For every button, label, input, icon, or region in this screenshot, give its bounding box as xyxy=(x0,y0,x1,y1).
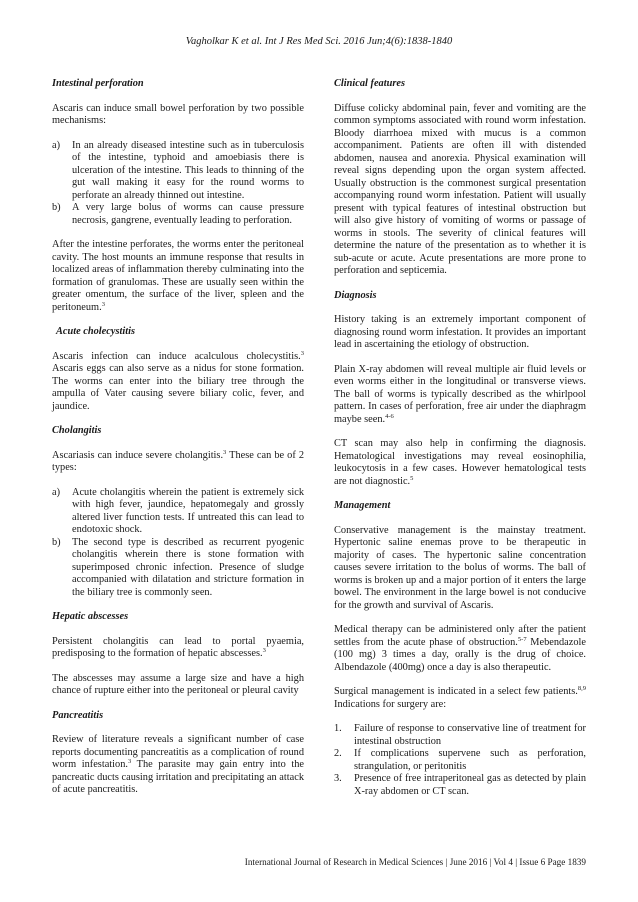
paragraph-text: Plain X-ray abdomen will reveal multiple air fluid levels or even worms either in the longitudinal or transverse views. The ball of worms is typically described as the whirlpool pattern. In cases of perforation, free air under the diaphragm maybe seen. xyxy=(334,363,586,425)
cholangitis-paragraph xyxy=(52,450,304,475)
paragraph-text: Review of literature reveals a significant number of case reports documenting pancreatitis as a complication of round worm infestation. xyxy=(52,734,304,770)
citation-ref: 3 xyxy=(262,647,266,654)
paragraph-text: Persistent cholangitis can lead to portal pyaemia, predisposing to the formation of hepatic abscesses. xyxy=(52,635,304,659)
list-item-text: Failure of response to conservative line of treatment for intestinal obstruction xyxy=(354,723,586,747)
list-marker: 2. xyxy=(334,748,342,759)
abscesses-paragraph-1 xyxy=(52,636,304,661)
heading-acute-cholecystitis: Acute cholecystitis xyxy=(56,326,136,337)
list-marker: a) xyxy=(52,139,61,151)
list-item-text: The second type is described as recurrent pyogenic cholangitis wherein there is stone formation with superimposed chronic infection. Presence of sludge accompanied with dilatation and stricture formation in the biliary tree is commonly seen. xyxy=(72,536,304,598)
list-item xyxy=(52,487,304,537)
list-item xyxy=(334,748,586,773)
heading-management: Management xyxy=(334,500,391,511)
management-paragraph-2 xyxy=(334,624,586,674)
heading-cholangitis: Cholangitis xyxy=(52,425,102,436)
paragraph-text: CT scan may also help in confirming the diagnosis. Hematological investigations may reveal eosinophilia, leukocytosis in a few cases. However hematological tests are not diagnostic. xyxy=(334,438,586,487)
paragraph-text: The parasite may gain entry into the pancreatic ducts causing irritation and precipitating an attack of acute pancreatitis. xyxy=(52,759,305,795)
clinical-paragraph: Diffuse colicky abdominal pain, fever and vomiting are the common symptoms associated with round worm infestation. Bloody diarrhoea mixed with mucus is a common accompaniment. Patients are often ill with distended abdomen, nausea and anorexia. Physical examination will reveal signs depending upon the organ system affected. Usually obstruction is the commonest surgical presentation accompanying round worm infestation. Patient will usually present with typical features of intestinal obstruction but will also give history of vomiting of worms or passage of worms in stools. The severity of clinical features will determine the nature of the presentation as to whether it is sub-acute or acute. Acute presentations are more prone to perforation and septicemia. xyxy=(334,102,586,276)
cholecystitis-paragraph xyxy=(52,351,304,414)
citation-ref: 3 xyxy=(101,300,105,308)
paragraph-text: Ascariasis can induce severe cholangitis. xyxy=(52,449,224,461)
paragraph-text: Medical therapy can be administered only after the patient settles from the acute phase of obstruction. xyxy=(334,624,586,648)
paragraph-text: Ascaris eggs can also serve as a nidus for stone formation. The worms can enter into the biliary tree through the ampulla of Vater causing severe biliary colic, fever, and jaundice. xyxy=(52,363,304,412)
list-item xyxy=(52,537,304,600)
citation-ref: 3 xyxy=(223,448,227,456)
citation-ref: 4-6 xyxy=(385,412,394,420)
paragraph-text: Ascaris infection can induce acalculous cholecystitis. xyxy=(52,350,301,362)
heading-diagnosis: Diagnosis xyxy=(334,289,377,301)
list-item xyxy=(334,773,586,798)
left-column xyxy=(52,78,304,809)
heading-clinical-features: Clinical features xyxy=(334,78,405,89)
paragraph-text: Indications for surgery are: xyxy=(334,698,447,710)
heading-hepatic-abscesses: Hepatic abscesses xyxy=(52,611,129,622)
list-item-text: If complications supervene such as perforation, strangulation, or peritonitis xyxy=(354,748,586,772)
citation-ref: 3 xyxy=(300,349,304,357)
pancreatitis-paragraph xyxy=(52,734,304,797)
page-footer: International Journal of Research in Medical Sciences | June 2016 | Vol 4 | Issue 6 Page 1839 xyxy=(244,857,586,867)
management-paragraph-3 xyxy=(334,686,586,711)
perforation-mechanisms-list xyxy=(52,140,304,228)
diagnosis-paragraph-1: History taking is an extremely important component of diagnosing round worm infestation. It provides an important lead in ascertaining the etiology of obstruction. xyxy=(334,314,586,350)
list-item-text: Presence of free intraperitoneal gas as detected by plain X-ray abdomen or CT scan. xyxy=(354,773,586,797)
list-marker: a) xyxy=(52,486,61,498)
perforation-after xyxy=(52,239,304,314)
list-item-text: Acute cholangitis wherein the patient is extremely sick with high fever, jaundice, hepatomegaly and grossly altered liver function tests. If untreated this can lead to endotoxic shock. xyxy=(72,486,304,535)
list-item xyxy=(52,202,304,227)
citation-ref: 3 xyxy=(127,758,132,765)
diagnosis-paragraph-2 xyxy=(334,364,586,427)
list-marker: 3. xyxy=(334,773,342,784)
citation-ref: 8,9 xyxy=(577,685,586,692)
list-item xyxy=(52,140,304,203)
surgery-indications-list xyxy=(334,723,586,798)
list-marker: b) xyxy=(52,202,61,213)
diagnosis-paragraph-3 xyxy=(334,438,586,488)
running-header: Vagholkar K et al. Int J Res Med Sci. 2016 Jun;4(6):1838-1840 xyxy=(185,36,453,47)
cholangitis-types-list xyxy=(52,487,304,600)
paragraph-text: Surgical management is indicated in a select few patients. xyxy=(334,686,578,697)
citation-ref: 5-7 xyxy=(517,635,527,643)
paragraph-text: After the intestine perforates, the worms enter the peritoneal cavity. The host mounts an immune response that results in localized areas of inflammation thereby culminating into the formation of granulomas. These are usually seen within the greater omentum, the surface of the liver, spleen and the peritoneum. xyxy=(52,239,304,313)
list-item-text: A very large bolus of worms can cause pressure necrosis, gangrene, eventually leading to perforation. xyxy=(72,202,304,226)
right-column xyxy=(334,78,586,810)
citation-ref: 5 xyxy=(410,474,414,482)
list-item xyxy=(334,723,586,748)
paragraph-text: These can be of 2 types: xyxy=(52,449,304,473)
heading-pancreatitis: Pancreatitis xyxy=(52,709,104,721)
heading-intestinal-perforation: Intestinal perforation xyxy=(52,78,144,89)
list-item-text: In an already diseased intestine such as in tuberculosis of the intestine, typhoid and amoebiasis there is ulceration of the intestine. This leads to thinning of the gut wall making it easy for the round worms to perforate an already thinned out intestine. xyxy=(72,139,304,201)
list-marker: 1. xyxy=(334,723,342,734)
paragraph-text: Mebendazole (100 mg) 3 times a day, orally is the drug of choice. Albendazole (400mg) once a day is also therapeutic. xyxy=(334,636,586,673)
perforation-intro: Ascaris can induce small bowel perforation by two possible mechanisms: xyxy=(52,102,304,126)
list-marker: b) xyxy=(52,536,61,548)
abscesses-paragraph-2: The abscesses may assume a large size and have a high chance of rupture either into the peritoneal or pleural cavity xyxy=(52,672,304,696)
management-paragraph-1: Conservative management is the mainstay treatment. Hypertonic saline enemas prove to be therapeutic in majority of cases. The hypertonic saline concentration causes severe irritation to the bolus of worms. The ball of worms is broken up and a major portion of it enters the large bowel. The environment in the large bowel is not conducive for the growth and survival of Ascaris. xyxy=(334,524,586,611)
